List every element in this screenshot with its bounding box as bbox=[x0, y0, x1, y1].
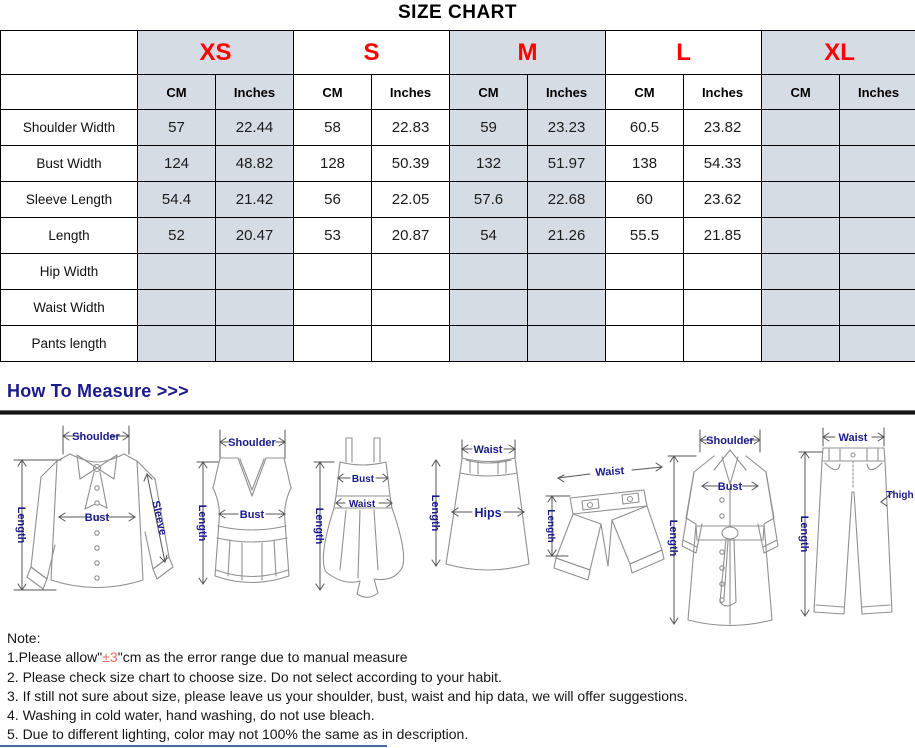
row-label: Sleeve Length bbox=[1, 182, 138, 218]
size-header-l: L bbox=[606, 31, 762, 75]
size-cell: 21.85 bbox=[684, 218, 762, 254]
size-cell: 60.5 bbox=[606, 110, 684, 146]
size-cell: 138 bbox=[606, 146, 684, 182]
tank-top-sketch bbox=[192, 426, 307, 606]
pants-waist-label: Waist bbox=[838, 432, 868, 444]
unit-header: Inches bbox=[684, 75, 762, 110]
size-cell bbox=[450, 326, 528, 362]
size-cell: 51.97 bbox=[528, 146, 606, 182]
unit-header: Inches bbox=[216, 75, 294, 110]
tank-shoulder-label: Shoulder bbox=[228, 437, 276, 449]
size-header-row bbox=[1, 31, 915, 75]
table-row bbox=[1, 182, 915, 218]
size-cell bbox=[840, 290, 915, 326]
size-header-m: M bbox=[450, 31, 606, 75]
size-cell bbox=[606, 254, 684, 290]
size-cell bbox=[216, 254, 294, 290]
sundress-sketch bbox=[310, 432, 415, 612]
notes-heading: Note: bbox=[7, 630, 41, 646]
bottom-divider bbox=[0, 745, 387, 747]
size-cell bbox=[450, 290, 528, 326]
table-row bbox=[1, 290, 915, 326]
size-cell bbox=[528, 290, 606, 326]
size-cell: 23.23 bbox=[528, 110, 606, 146]
size-cell: 55.5 bbox=[606, 218, 684, 254]
note-line-4: 4. Washing in cold water, hand washing, do not use bleach. bbox=[7, 707, 375, 724]
size-header-xl: XL bbox=[762, 31, 915, 75]
size-cell: 124 bbox=[138, 146, 216, 182]
size-cell bbox=[762, 110, 840, 146]
sundress-bust-label: Bust bbox=[351, 474, 375, 485]
size-cell: 128 bbox=[294, 146, 372, 182]
skirt-length-label: Length bbox=[429, 494, 441, 532]
unit-header: CM bbox=[450, 75, 528, 110]
size-cell: 54.33 bbox=[684, 146, 762, 182]
note-line-3: 3. If still not sure about size, please leave us your shoulder, bust, waist and hip data, we will offer suggestions. bbox=[7, 687, 688, 704]
size-cell bbox=[138, 326, 216, 362]
size-cell bbox=[840, 110, 915, 146]
size-cell bbox=[606, 326, 684, 362]
size-cell: 21.42 bbox=[216, 182, 294, 218]
size-cell: 22.83 bbox=[372, 110, 450, 146]
size-cell bbox=[138, 290, 216, 326]
row-label: Length bbox=[1, 218, 138, 254]
size-cell: 22.68 bbox=[528, 182, 606, 218]
blouse-sketch bbox=[6, 420, 191, 620]
table-row bbox=[1, 110, 915, 146]
size-cell: 53 bbox=[294, 218, 372, 254]
how-to-measure-heading: How To Measure >>> bbox=[7, 381, 189, 401]
size-cell bbox=[372, 290, 450, 326]
size-cell: 59 bbox=[450, 110, 528, 146]
corner-cell bbox=[1, 75, 138, 110]
corner-cell bbox=[1, 31, 138, 75]
size-cell bbox=[840, 326, 915, 362]
section-divider bbox=[0, 410, 915, 415]
size-cell: 54.4 bbox=[138, 182, 216, 218]
size-cell: 20.87 bbox=[372, 218, 450, 254]
size-cell bbox=[840, 254, 915, 290]
pants-length-label: Length bbox=[798, 515, 810, 553]
size-cell: 60 bbox=[606, 182, 684, 218]
table-row bbox=[1, 326, 915, 362]
size-cell bbox=[138, 254, 216, 290]
skirt-hips-label: Hips bbox=[474, 506, 502, 520]
pants-thigh-label: Thigh bbox=[886, 490, 914, 501]
size-header-xs: XS bbox=[138, 31, 294, 75]
size-cell bbox=[216, 326, 294, 362]
size-cell bbox=[684, 326, 762, 362]
coat-length-label: Length bbox=[667, 519, 679, 557]
size-cell bbox=[762, 290, 840, 326]
unit-header: CM bbox=[606, 75, 684, 110]
unit-header: CM bbox=[762, 75, 840, 110]
size-cell bbox=[762, 218, 840, 254]
row-label: Bust Width bbox=[1, 146, 138, 182]
size-header-s: S bbox=[294, 31, 450, 75]
size-cell: 58 bbox=[294, 110, 372, 146]
size-cell bbox=[684, 254, 762, 290]
size-cell bbox=[762, 254, 840, 290]
note-1-tolerance: ±3 bbox=[102, 649, 118, 666]
unit-header: Inches bbox=[528, 75, 606, 110]
coat-bust-label: Bust bbox=[717, 481, 743, 493]
tank-bust-label: Bust bbox=[239, 509, 265, 521]
size-cell bbox=[216, 290, 294, 326]
size-cell: 22.44 bbox=[216, 110, 294, 146]
note-1-suffix: "cm as the error range due to manual measure bbox=[117, 649, 408, 666]
size-cell bbox=[294, 326, 372, 362]
unit-header-row bbox=[1, 75, 915, 110]
blouse-sleeve-label: Sleeve bbox=[149, 499, 169, 537]
size-cell bbox=[684, 290, 762, 326]
table-row bbox=[1, 254, 915, 290]
size-cell bbox=[528, 254, 606, 290]
unit-header: Inches bbox=[840, 75, 915, 110]
page-title: SIZE CHART bbox=[398, 2, 517, 23]
size-cell bbox=[762, 326, 840, 362]
unit-header: CM bbox=[294, 75, 372, 110]
size-cell bbox=[450, 254, 528, 290]
size-cell bbox=[372, 326, 450, 362]
pants-sketch bbox=[793, 426, 915, 626]
size-cell: 23.82 bbox=[684, 110, 762, 146]
blouse-shoulder-label: Shoulder bbox=[72, 431, 120, 443]
size-cell bbox=[606, 290, 684, 326]
measure-diagrams bbox=[0, 420, 915, 632]
size-cell bbox=[762, 146, 840, 182]
size-cell bbox=[840, 182, 915, 218]
size-chart-table bbox=[0, 30, 915, 362]
size-cell bbox=[372, 254, 450, 290]
note-1-prefix: 1.Please allow" bbox=[7, 649, 103, 666]
size-cell: 57 bbox=[138, 110, 216, 146]
table-row bbox=[1, 146, 915, 182]
row-label: Shoulder Width bbox=[1, 110, 138, 146]
size-cell bbox=[762, 182, 840, 218]
shorts-sketch bbox=[544, 456, 666, 586]
sundress-waist-label: Waist bbox=[348, 499, 376, 510]
table-row bbox=[1, 218, 915, 254]
shorts-length-label: Length bbox=[545, 509, 556, 543]
size-cell: 57.6 bbox=[450, 182, 528, 218]
size-cell: 22.05 bbox=[372, 182, 450, 218]
size-cell bbox=[528, 326, 606, 362]
row-label: Waist Width bbox=[1, 290, 138, 326]
size-cell: 56 bbox=[294, 182, 372, 218]
unit-header: Inches bbox=[372, 75, 450, 110]
size-cell: 54 bbox=[450, 218, 528, 254]
size-cell bbox=[840, 218, 915, 254]
size-cell: 20.47 bbox=[216, 218, 294, 254]
coat-shoulder-label: Shoulder bbox=[706, 435, 754, 447]
size-cell: 48.82 bbox=[216, 146, 294, 182]
row-label: Hip Width bbox=[1, 254, 138, 290]
note-line-5: 5. Due to different lighting, color may not 100% the same as in description. bbox=[7, 726, 469, 743]
shorts-waist-label: Waist bbox=[594, 465, 625, 480]
notes bbox=[7, 629, 688, 745]
size-cell: 132 bbox=[450, 146, 528, 182]
row-label: Pants length bbox=[1, 326, 138, 362]
size-cell: 50.39 bbox=[372, 146, 450, 182]
note-line-1 bbox=[7, 648, 688, 667]
note-line-2: 2. Please check size chart to choose size. Do not select according to your habit. bbox=[7, 668, 502, 685]
skirt-sketch bbox=[422, 438, 537, 588]
size-cell: 23.62 bbox=[684, 182, 762, 218]
coat-sketch bbox=[656, 426, 796, 631]
blouse-bust-label: Bust bbox=[84, 512, 110, 524]
sundress-length-label: Length bbox=[313, 507, 325, 545]
size-cell bbox=[840, 146, 915, 182]
size-cell: 21.26 bbox=[528, 218, 606, 254]
size-cell bbox=[294, 290, 372, 326]
skirt-waist-label: Waist bbox=[473, 444, 503, 456]
tank-length-label: Length bbox=[196, 504, 208, 542]
blouse-length-label: Length bbox=[15, 506, 27, 544]
unit-header: CM bbox=[138, 75, 216, 110]
size-cell: 52 bbox=[138, 218, 216, 254]
size-cell bbox=[294, 254, 372, 290]
